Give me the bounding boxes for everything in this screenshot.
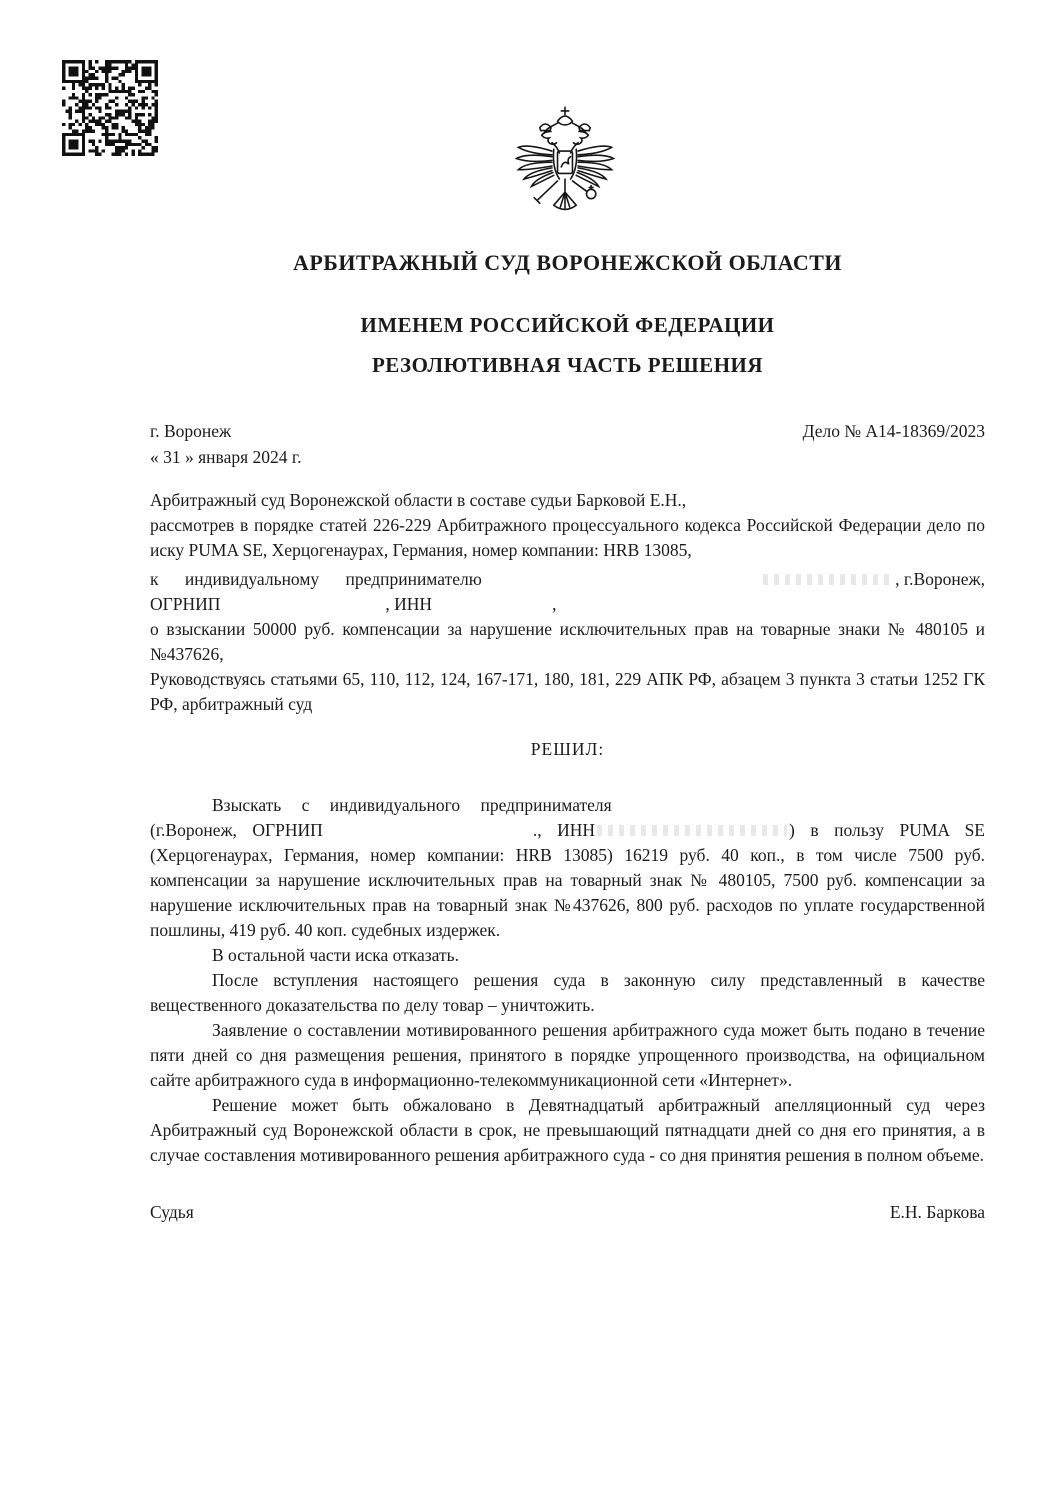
- case-review-paragraph: [150, 513, 985, 563]
- text-segment: (г.Воронеж, ОГРНИП: [150, 820, 323, 840]
- redacted-text: [763, 574, 893, 585]
- text-segment: , ИНН: [385, 594, 433, 614]
- redacted-text: [597, 825, 787, 836]
- dismiss-rest-paragraph: [150, 943, 985, 968]
- judge-role-label: Судья: [150, 1202, 194, 1222]
- text-segment: В остальной части иска отказать.: [212, 945, 459, 965]
- motivated-decision-paragraph: [150, 1018, 985, 1093]
- judge-name: Е.Н. Баркова: [889, 1202, 985, 1222]
- text-segment: Арбитражный суд Воронежской области в составе судьи Барковой Е.Н.,: [150, 490, 687, 510]
- court-name-heading: АРБИТРАЖНЫЙ СУД ВОРОНЕЖСКОЙ ОБЛАСТИ: [292, 250, 843, 275]
- defendant-paragraph: [150, 567, 985, 592]
- russian-coat-of-arms-emblem: [509, 100, 621, 232]
- text-segment: Взыскать с индивидуального предпринимателя: [212, 795, 612, 815]
- text-segment: ., ИНН: [532, 820, 595, 840]
- redaction-gap: [612, 809, 985, 811]
- eagle-body-shield: [553, 149, 576, 179]
- qr-code: [62, 60, 158, 156]
- appeal-paragraph: [150, 1093, 985, 1168]
- in-the-name-heading: ИМЕНЕМ РОССИЙСКОЙ ФЕДЕРАЦИИ: [360, 313, 775, 337]
- text-segment: Решение может быть обжаловано в Девятнадцатый арбитражный апелляционный суд через Арбитражный суд Воронежской области в срок, не превышающий пятнадцати дней со дня его принятия, а в случае составления мотивированного решения арбитражного суда - со дня принятия решения в полном объеме.: [150, 1095, 985, 1165]
- text-segment: Руководствуясь статьями 65, 110, 112, 124, 167-171, 180, 181, 229 АПК РФ, абзацем 3 пункта 3 статьи 1252 ГК РФ, арбитражный суд: [150, 669, 985, 714]
- text-segment: Заявление о составлении мотивированного решения арбитражного суда может быть подано в течение пяти дней со дня размещения решения, принятого в порядке упрощенного производства, на официальном сайте арбитражного суда в информационно-телекоммуникационной сети «Интернет».: [150, 1020, 985, 1090]
- redaction-gap: [220, 608, 385, 610]
- claim-paragraph: [150, 617, 985, 667]
- text-segment: о взыскании 50000 руб. компенсации за нарушение исключительных прав на товарные знаки № 480105 и №437626,: [150, 619, 985, 664]
- text-segment: , г.Воронеж,: [895, 569, 985, 589]
- redaction-gap: [323, 834, 533, 836]
- resolution-heading: [150, 737, 985, 762]
- case-info-row: [150, 421, 985, 442]
- text-segment: к индивидуальному предпринимателю: [150, 569, 482, 589]
- document-type-heading: РЕЗОЛЮТИВНАЯ ЧАСТЬ РЕШЕНИЯ: [371, 353, 764, 377]
- text-segment: рассмотрев в порядке статей 226-229 Арбитражного процессуального кодекса Российской Федерации дело по иску PUMA SE, Херцогенаурах, Германия, номер компании: HRB 13085,: [150, 515, 985, 560]
- text-segment: ,: [552, 594, 557, 614]
- composition-paragraph: [150, 488, 985, 513]
- text-segment: ОГРНИП: [150, 594, 221, 614]
- signature-row: [150, 1200, 985, 1225]
- eagle-tail: [554, 179, 576, 209]
- decision-date: « 31 » января 2024 г.: [150, 447, 302, 467]
- text-segment: ) в пользу PUMA SE (Херцогенаурах, Германия, номер компании: HRB 13085) 16219 руб. 40 коп., в том числе 7500 руб. компенсации за нарушение исключительных прав на товарный знак № 480105, 7500 руб. компенсации за нарушение исключительных прав на товарный знак №437626, 800 руб. расходов по уплате государственной пошлины, 419 руб. 40 коп. судебных издержек.: [150, 820, 985, 940]
- case-number: Дело № А14-18369/2023: [802, 421, 985, 441]
- redaction-gap: [482, 583, 761, 585]
- destroy-evidence-paragraph: [150, 968, 985, 1018]
- redaction-gap: [432, 608, 552, 610]
- eagle-crowns: [540, 107, 590, 132]
- recover-paragraph-body: [150, 818, 985, 943]
- defendant-ids-paragraph: [150, 592, 985, 617]
- text-segment: РЕШИЛ:: [530, 739, 605, 759]
- legal-basis-paragraph: [150, 667, 985, 717]
- decision-body: [150, 488, 985, 1225]
- text-segment: После вступления настоящего решения суда в законную силу представленный в качестве вещественного доказательства по делу товар – уничтожить.: [150, 970, 985, 1015]
- recover-paragraph-line1: [150, 793, 985, 818]
- city-label: г. Воронеж: [150, 421, 232, 441]
